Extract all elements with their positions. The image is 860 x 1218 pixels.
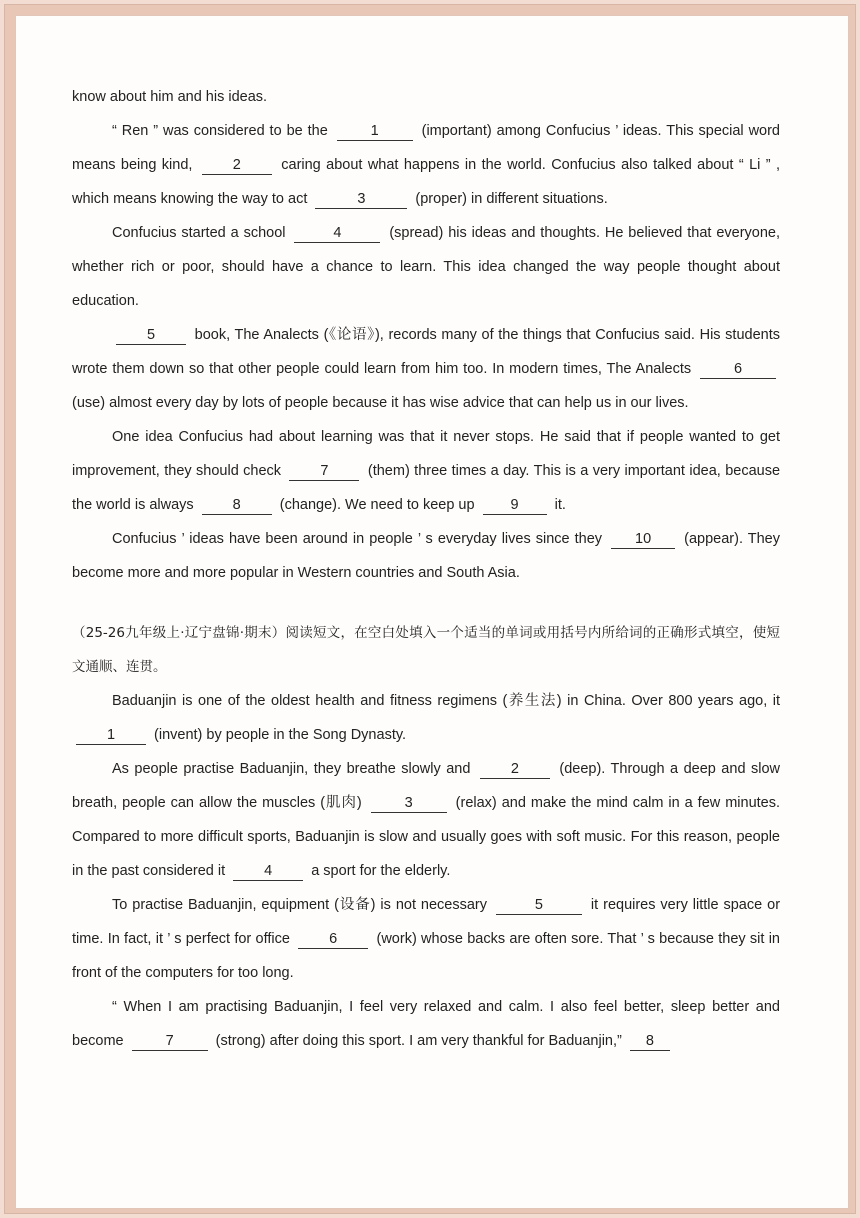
blank-6[interactable]: 6 bbox=[700, 360, 776, 379]
text: a sport for the elderly. bbox=[311, 863, 451, 879]
text: To practise Baduanjin, equipment (设备) is not necessary bbox=[112, 897, 488, 913]
blank-3[interactable]: 3 bbox=[371, 794, 447, 813]
text: (important) among Confucius ’ ideas. This special word means being kind, bbox=[72, 123, 781, 173]
text: “ When I am practising Baduanjin, I feel very relaxed and calm. I also feel better, sleep better and become bbox=[72, 999, 780, 1049]
document-content bbox=[72, 80, 780, 1058]
text: One idea Confucius had about learning was that it never stops. He said that if people wanted to get improvement, they should check bbox=[72, 429, 780, 479]
blank-4[interactable]: 4 bbox=[294, 224, 380, 243]
blank-7[interactable]: 7 bbox=[289, 462, 359, 481]
passage2-instruction: （25-26九年级上·辽宁盘锦·期末）阅读短文，在空白处填入一个适当的单词或用括号内所给词的正确形式填空，使短文通顺、连贯。 bbox=[72, 625, 780, 675]
section-gap bbox=[72, 590, 780, 616]
text: Baduanjin is one of the oldest health and fitness regimens (养生法) in China. Over 800 years ago, it bbox=[112, 693, 780, 709]
passage2-paragraph-2 bbox=[72, 752, 780, 888]
passage1-paragraph-2 bbox=[72, 216, 780, 318]
passage1-paragraph-4 bbox=[72, 420, 780, 522]
text: (deep). Through a deep and slow breath, people can allow the muscles (肌肉) bbox=[72, 761, 780, 811]
text: (invent) by people in the Song Dynasty. bbox=[154, 727, 407, 743]
passage2-paragraph-1 bbox=[72, 684, 780, 752]
text: (appear). They become more and more popular in Western countries and South Asia. bbox=[72, 531, 780, 581]
text: (relax) and make the mind calm in a few minutes. Compared to more difficult sports, Baduanjin is slow and usually goes with soft music. For this reason, people in the past considered it bbox=[72, 795, 780, 879]
blank-2[interactable]: 2 bbox=[202, 156, 272, 175]
blank-9[interactable]: 9 bbox=[483, 496, 547, 515]
blank-10[interactable]: 10 bbox=[611, 530, 675, 549]
passage1-line0: know about him and his ideas. bbox=[72, 89, 268, 105]
passage2-paragraph-3 bbox=[72, 888, 780, 990]
text: (work) whose backs are often sore. That ’ s because they sit in front of the computers for too long. bbox=[72, 931, 780, 981]
text: Confucius ’ ideas have been around in people ’ s everyday lives since they bbox=[112, 531, 603, 547]
blank-6[interactable]: 6 bbox=[298, 930, 368, 949]
blank-2[interactable]: 2 bbox=[480, 760, 550, 779]
text: book, The Analects (《论语》), records many of the things that Confucius said. His students wrote them down so that other people could learn from him too. In modern times, The Analects bbox=[72, 327, 780, 377]
blank-7[interactable]: 7 bbox=[132, 1032, 208, 1051]
blank-5[interactable]: 5 bbox=[496, 896, 582, 915]
text: “ Ren ” was considered to be the bbox=[112, 123, 328, 139]
text: (proper) in different situations. bbox=[415, 191, 608, 207]
passage1-paragraph-3 bbox=[72, 318, 780, 420]
blank-8[interactable]: 8 bbox=[630, 1032, 670, 1051]
text: (change). We need to keep up bbox=[279, 497, 475, 513]
blank-1[interactable]: 1 bbox=[337, 122, 413, 141]
blank-3[interactable]: 3 bbox=[315, 190, 407, 209]
blank-8[interactable]: 8 bbox=[202, 496, 272, 515]
blank-5[interactable]: 5 bbox=[116, 326, 186, 345]
text: (spread) his ideas and thoughts. He believed that everyone, whether rich or poor, should have a chance to learn. This idea changed the way people thought about education. bbox=[72, 225, 780, 309]
passage1-paragraph-5 bbox=[72, 522, 780, 590]
text: (strong) after doing this sport. I am very thankful for Baduanjin,” bbox=[215, 1033, 622, 1049]
blank-1[interactable]: 1 bbox=[76, 726, 146, 745]
blank-4[interactable]: 4 bbox=[233, 862, 303, 881]
text: Confucius started a school bbox=[112, 225, 286, 241]
passage2-paragraph-4 bbox=[72, 990, 780, 1058]
text: (use) almost every day by lots of people because it has wise advice that can help us in our lives. bbox=[72, 395, 689, 411]
text: it. bbox=[554, 497, 566, 513]
passage1-paragraph-1 bbox=[72, 114, 780, 216]
text: As people practise Baduanjin, they breathe slowly and bbox=[112, 761, 471, 777]
text: it requires very little space or time. In fact, it ’ s perfect for office bbox=[72, 897, 781, 947]
text: (them) three times a day. This is a very important idea, because the world is always bbox=[72, 463, 781, 513]
text: caring about what happens in the world. Confucius also talked about “ Li ” , which means knowing the way to act bbox=[72, 157, 781, 207]
